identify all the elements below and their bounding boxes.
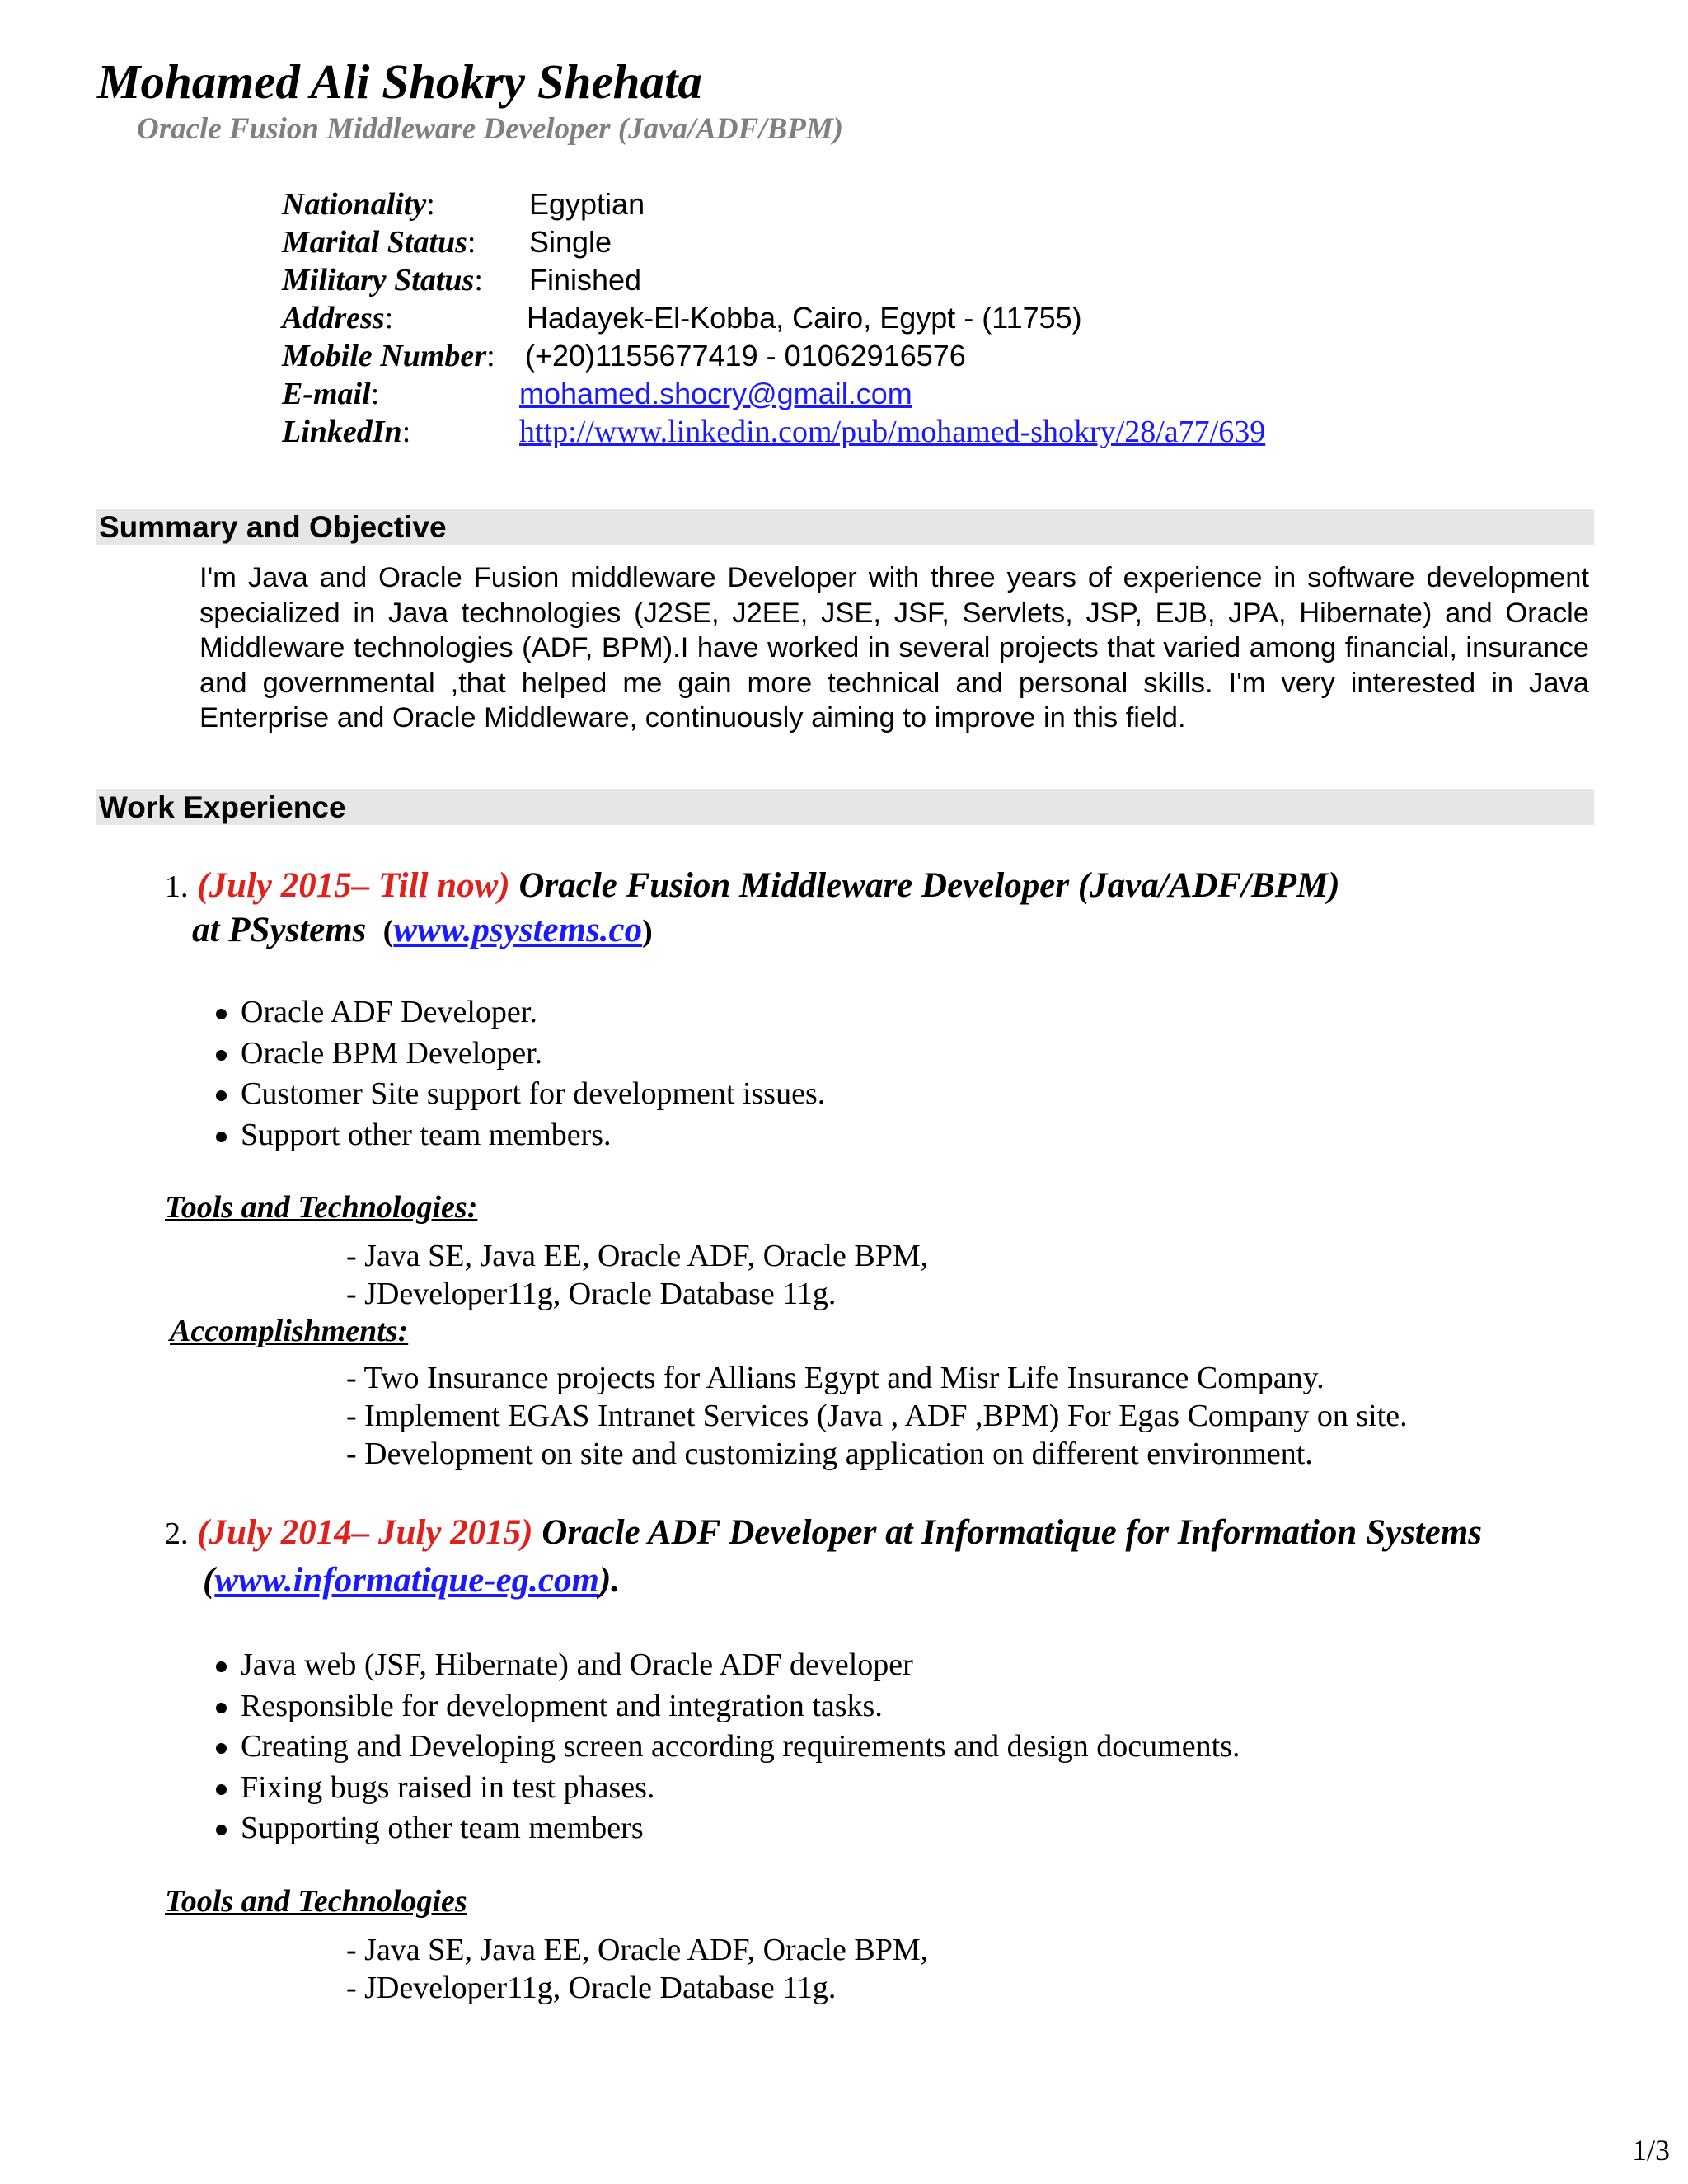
email-link[interactable]: mohamed.shocry@gmail.com bbox=[519, 377, 912, 410]
bullet-icon bbox=[216, 1661, 227, 1672]
job-2-tools bbox=[346, 1931, 928, 2007]
job-title: Oracle Fusion Middleware Developer (Java/ADF/BPM) bbox=[518, 866, 1340, 905]
bullet-icon bbox=[216, 1703, 227, 1713]
job-title: Oracle ADF Developer at Informatique for Information Systems bbox=[542, 1513, 1483, 1552]
info-value: Egyptian bbox=[529, 187, 645, 221]
info-label: Nationality bbox=[282, 187, 427, 222]
list-item: Support other team members. bbox=[211, 1115, 825, 1156]
work-experience-heading: Work Experience bbox=[96, 789, 1594, 825]
job-dates: (July 2015– Till now) bbox=[197, 866, 510, 905]
bullet-icon bbox=[216, 1784, 227, 1795]
info-marital-status: Marital Status: Single bbox=[282, 225, 612, 260]
list-item: - JDeveloper11g, Oracle Database 11g. bbox=[346, 1277, 837, 1311]
job-company: at PSystems bbox=[192, 911, 367, 949]
info-value: Finished bbox=[529, 263, 642, 297]
job-2-tools-heading: Tools and Technologies bbox=[165, 1884, 467, 1919]
info-value: Single bbox=[529, 225, 612, 259]
bullet-icon bbox=[216, 1825, 227, 1835]
list-item: Fixing bugs raised in test phases. bbox=[211, 1768, 1240, 1809]
job-dates: (July 2014– July 2015) bbox=[197, 1513, 533, 1552]
linkedin-link[interactable]: http://www.linkedin.com/pub/mohamed-shokry/28/a77/639 bbox=[519, 415, 1266, 449]
job-1-heading bbox=[165, 865, 1340, 906]
info-value: Hadayek-El-Kobba, Cairo, Egypt - (11755) bbox=[527, 301, 1082, 335]
info-mobile: Mobile Number: (+20)1155677419 - 01062916576 bbox=[282, 339, 966, 373]
company-website-link[interactable]: www.informatique-eg.com bbox=[214, 1561, 599, 1600]
info-address: Address: Hadayek-El-Kobba, Cairo, Egypt - (11755) bbox=[282, 301, 1082, 335]
job-2-heading bbox=[165, 1512, 1482, 1553]
candidate-title: Oracle Fusion Middleware Developer (Java/ADF/BPM) bbox=[137, 112, 844, 146]
bullet-icon bbox=[216, 1132, 227, 1142]
summary-text: I'm Java and Oracle Fusion middleware Developer with three years of experience in software development specialized in Java technologies (J2SE, J2EE, JSE, JSF, Servlets, JSP, EJB, JPA, Hibernate) and Oracle Middleware technologies (ADF, BPM).I have worked in several projects that varied among financial, insurance and governmental ,that helped me gain more technical and personal skills. I'm very interested in Java Enterprise and Oracle Middleware, continuously aiming to improve in this field. bbox=[199, 562, 1589, 733]
job-1-company-line: at PSystems (www.psystems.co) bbox=[192, 911, 653, 949]
list-item: - Two Insurance projects for Allians Egypt and Misr Life Insurance Company. bbox=[346, 1361, 1325, 1395]
list-item: Java web (JSF, Hibernate) and Oracle ADF developer bbox=[211, 1645, 1240, 1686]
list-item: Customer Site support for development issues. bbox=[211, 1074, 825, 1115]
job-2-duties bbox=[211, 1645, 1240, 1849]
list-item: - Java SE, Java EE, Oracle ADF, Oracle BPM, bbox=[346, 1933, 929, 1967]
list-item: - Java SE, Java EE, Oracle ADF, Oracle BPM, bbox=[346, 1239, 929, 1273]
info-label: Mobile Number bbox=[282, 339, 487, 373]
job-number: 1. bbox=[165, 869, 189, 904]
company-website-link[interactable]: www.psystems.co bbox=[393, 911, 643, 949]
summary-heading: Summary and Objective bbox=[96, 509, 1594, 545]
info-nationality: Nationality: Egyptian bbox=[282, 187, 645, 222]
job-1-tools bbox=[346, 1237, 928, 1313]
job-number: 2. bbox=[165, 1516, 189, 1551]
list-item: - JDeveloper11g, Oracle Database 11g. bbox=[346, 1971, 837, 2005]
info-email: E-mail: mohamed.shocry@gmail.com bbox=[282, 377, 912, 411]
info-linkedin: LinkedIn: http://www.linkedin.com/pub/mohamed-shokry/28/a77/639 bbox=[282, 415, 1266, 449]
job-2-link-line: (www.informatique-eg.com). bbox=[203, 1561, 621, 1600]
job-1-accomplishments bbox=[346, 1359, 1408, 1473]
bullet-icon bbox=[216, 1050, 227, 1061]
list-item: Oracle ADF Developer. bbox=[211, 992, 825, 1033]
bullet-icon bbox=[216, 1090, 227, 1101]
list-item: Oracle BPM Developer. bbox=[211, 1033, 825, 1075]
list-item: Supporting other team members bbox=[211, 1808, 1240, 1849]
job-1-duties bbox=[211, 992, 825, 1155]
job-1-accomplishments-heading: Accomplishments: bbox=[170, 1314, 409, 1348]
candidate-name: Mohamed Ali Shokry Shehata bbox=[97, 54, 702, 109]
page-number: 1/3 bbox=[1631, 2134, 1670, 2167]
list-item: - Development on site and customizing application on different environment. bbox=[346, 1436, 1313, 1471]
job-1-tools-heading: Tools and Technologies: bbox=[165, 1190, 478, 1225]
list-item: Responsible for development and integration tasks. bbox=[211, 1686, 1240, 1727]
info-label: Address bbox=[282, 301, 385, 335]
info-label: LinkedIn bbox=[282, 415, 402, 449]
bullet-icon bbox=[216, 1743, 227, 1754]
info-label: Marital Status bbox=[282, 225, 467, 260]
info-military-status: Military Status: Finished bbox=[282, 263, 642, 298]
list-item: Creating and Developing screen according requirements and design documents. bbox=[211, 1727, 1240, 1768]
info-label: Military Status bbox=[282, 263, 475, 298]
bullet-icon bbox=[216, 1009, 227, 1019]
list-item: - Implement EGAS Intranet Services (Java , ADF ,BPM) For Egas Company on site. bbox=[346, 1399, 1408, 1433]
info-label: E-mail bbox=[282, 377, 371, 411]
info-value: (+20)1155677419 - 01062916576 bbox=[525, 339, 966, 373]
